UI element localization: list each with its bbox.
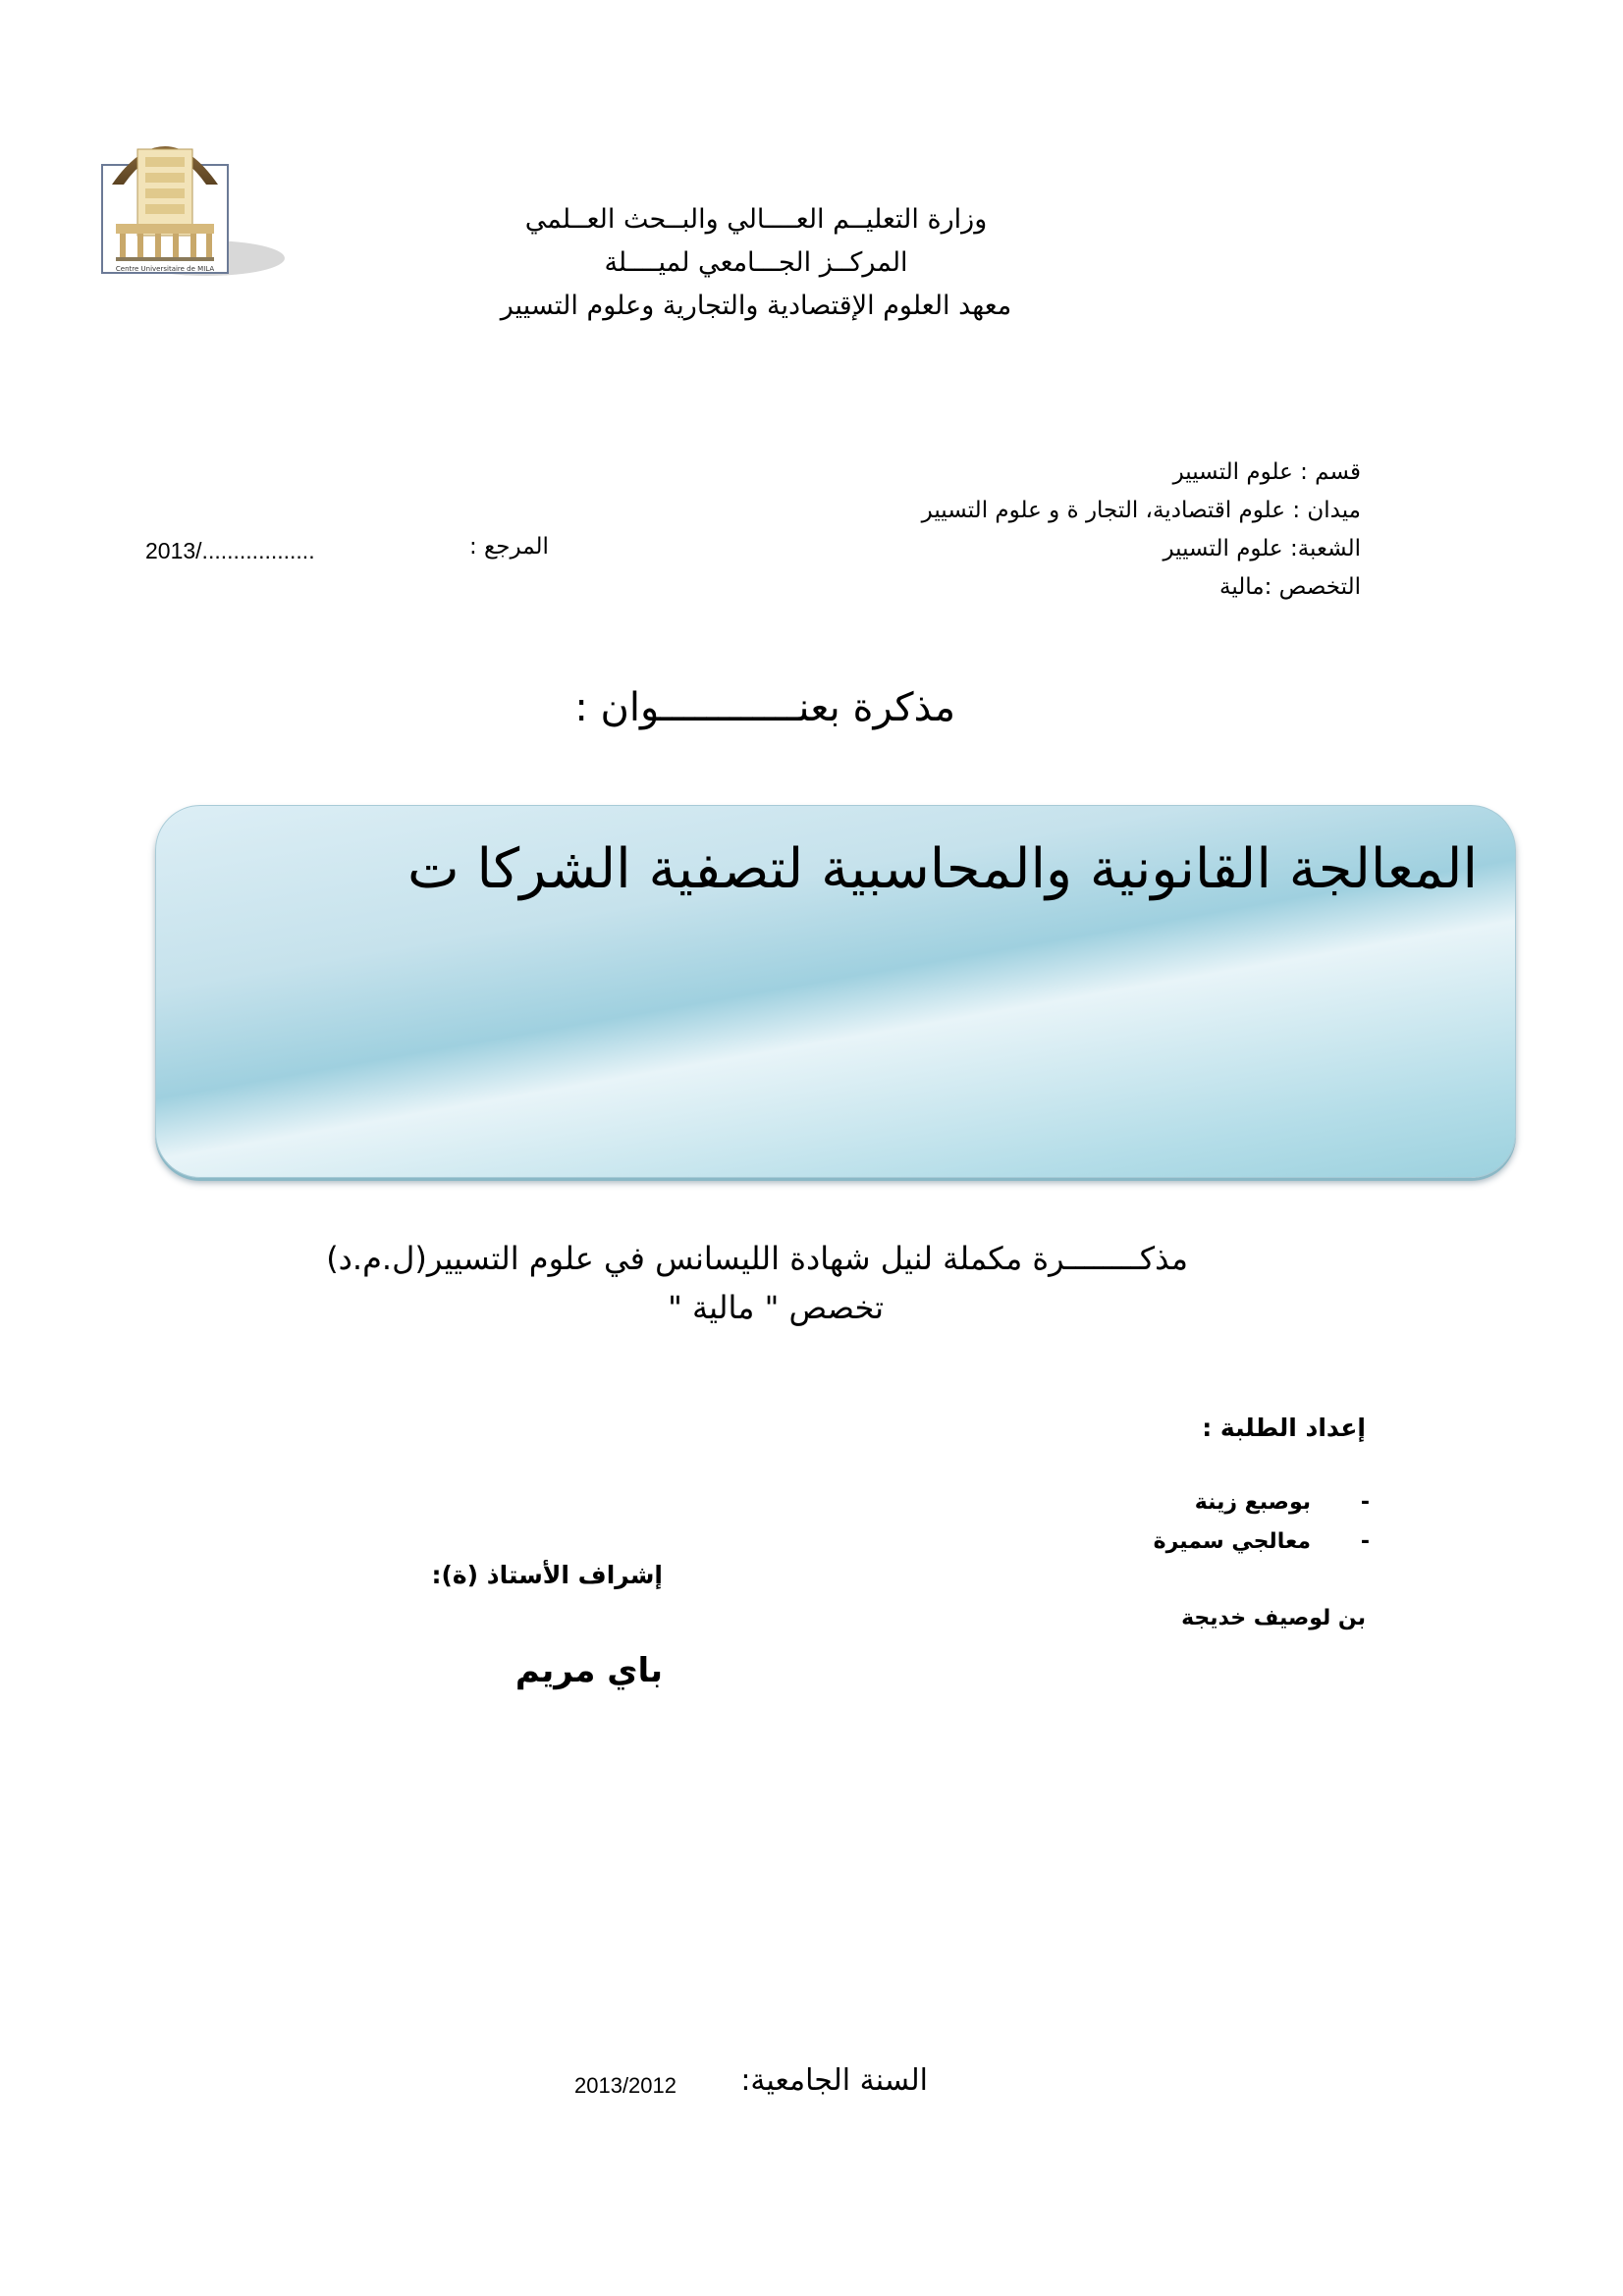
student-name: بوصبع زينة [1194, 1490, 1311, 1515]
list-bullet: - [1360, 1490, 1370, 1515]
ministry-name: وزارة التعليــم العــــالي والبــحث العــلمي [524, 204, 988, 235]
reference-value: 2013/.................. [145, 538, 315, 563]
academic-year-label: السنة الجامعية: [740, 2063, 928, 2098]
branch-line: الشعبة: علوم التسيير [1163, 536, 1361, 561]
field-line: ميدان : علوم اقتصادية، التجار ة و علوم التسيير [921, 498, 1361, 523]
thesis-title: المعالجة القانونية والمحاسبية لتصفية الشركا ت [406, 837, 1478, 901]
list-bullet: - [1360, 1529, 1370, 1554]
institute-name: معهد العلوم الإقتصادية والتجارية وعلوم التسيير [500, 291, 1012, 321]
academic-year-value: 2013/2012 [574, 2073, 676, 2098]
memo-heading: مذكرة بعنــــــــــــوان : [574, 685, 955, 730]
title-box [155, 805, 1516, 1178]
student-name: بن لوصيف خديجة [1181, 1606, 1366, 1630]
students-heading: إعداد الطلبة : [1202, 1414, 1366, 1442]
academic-year [574, 2063, 928, 2112]
degree-line: مذكــــــــرة مكملة لنيل شهادة الليسانس في علوم التسيير(ل.م.د) [326, 1240, 1188, 1277]
supervisor-heading: إشراف الأستاذ (ة): [431, 1561, 663, 1589]
center-name: المركــز الجـــامعي لميــــلة [604, 247, 908, 278]
department-info [922, 454, 1361, 607]
student-name: معالجي سميرة [1153, 1529, 1311, 1554]
section-line: قسم : علوم التسيير [1172, 459, 1361, 485]
institution-header [412, 198, 1100, 328]
specialization-line: تخصص " مالية " [668, 1289, 884, 1326]
supervisor-name: باي مريم [514, 1651, 663, 1690]
logo-caption: Centre Universitaire de MILA [115, 265, 215, 273]
university-logo [98, 116, 285, 293]
reference-label: المرجع : [469, 534, 549, 560]
specialty-line: التخصص :مالية [1219, 574, 1361, 600]
